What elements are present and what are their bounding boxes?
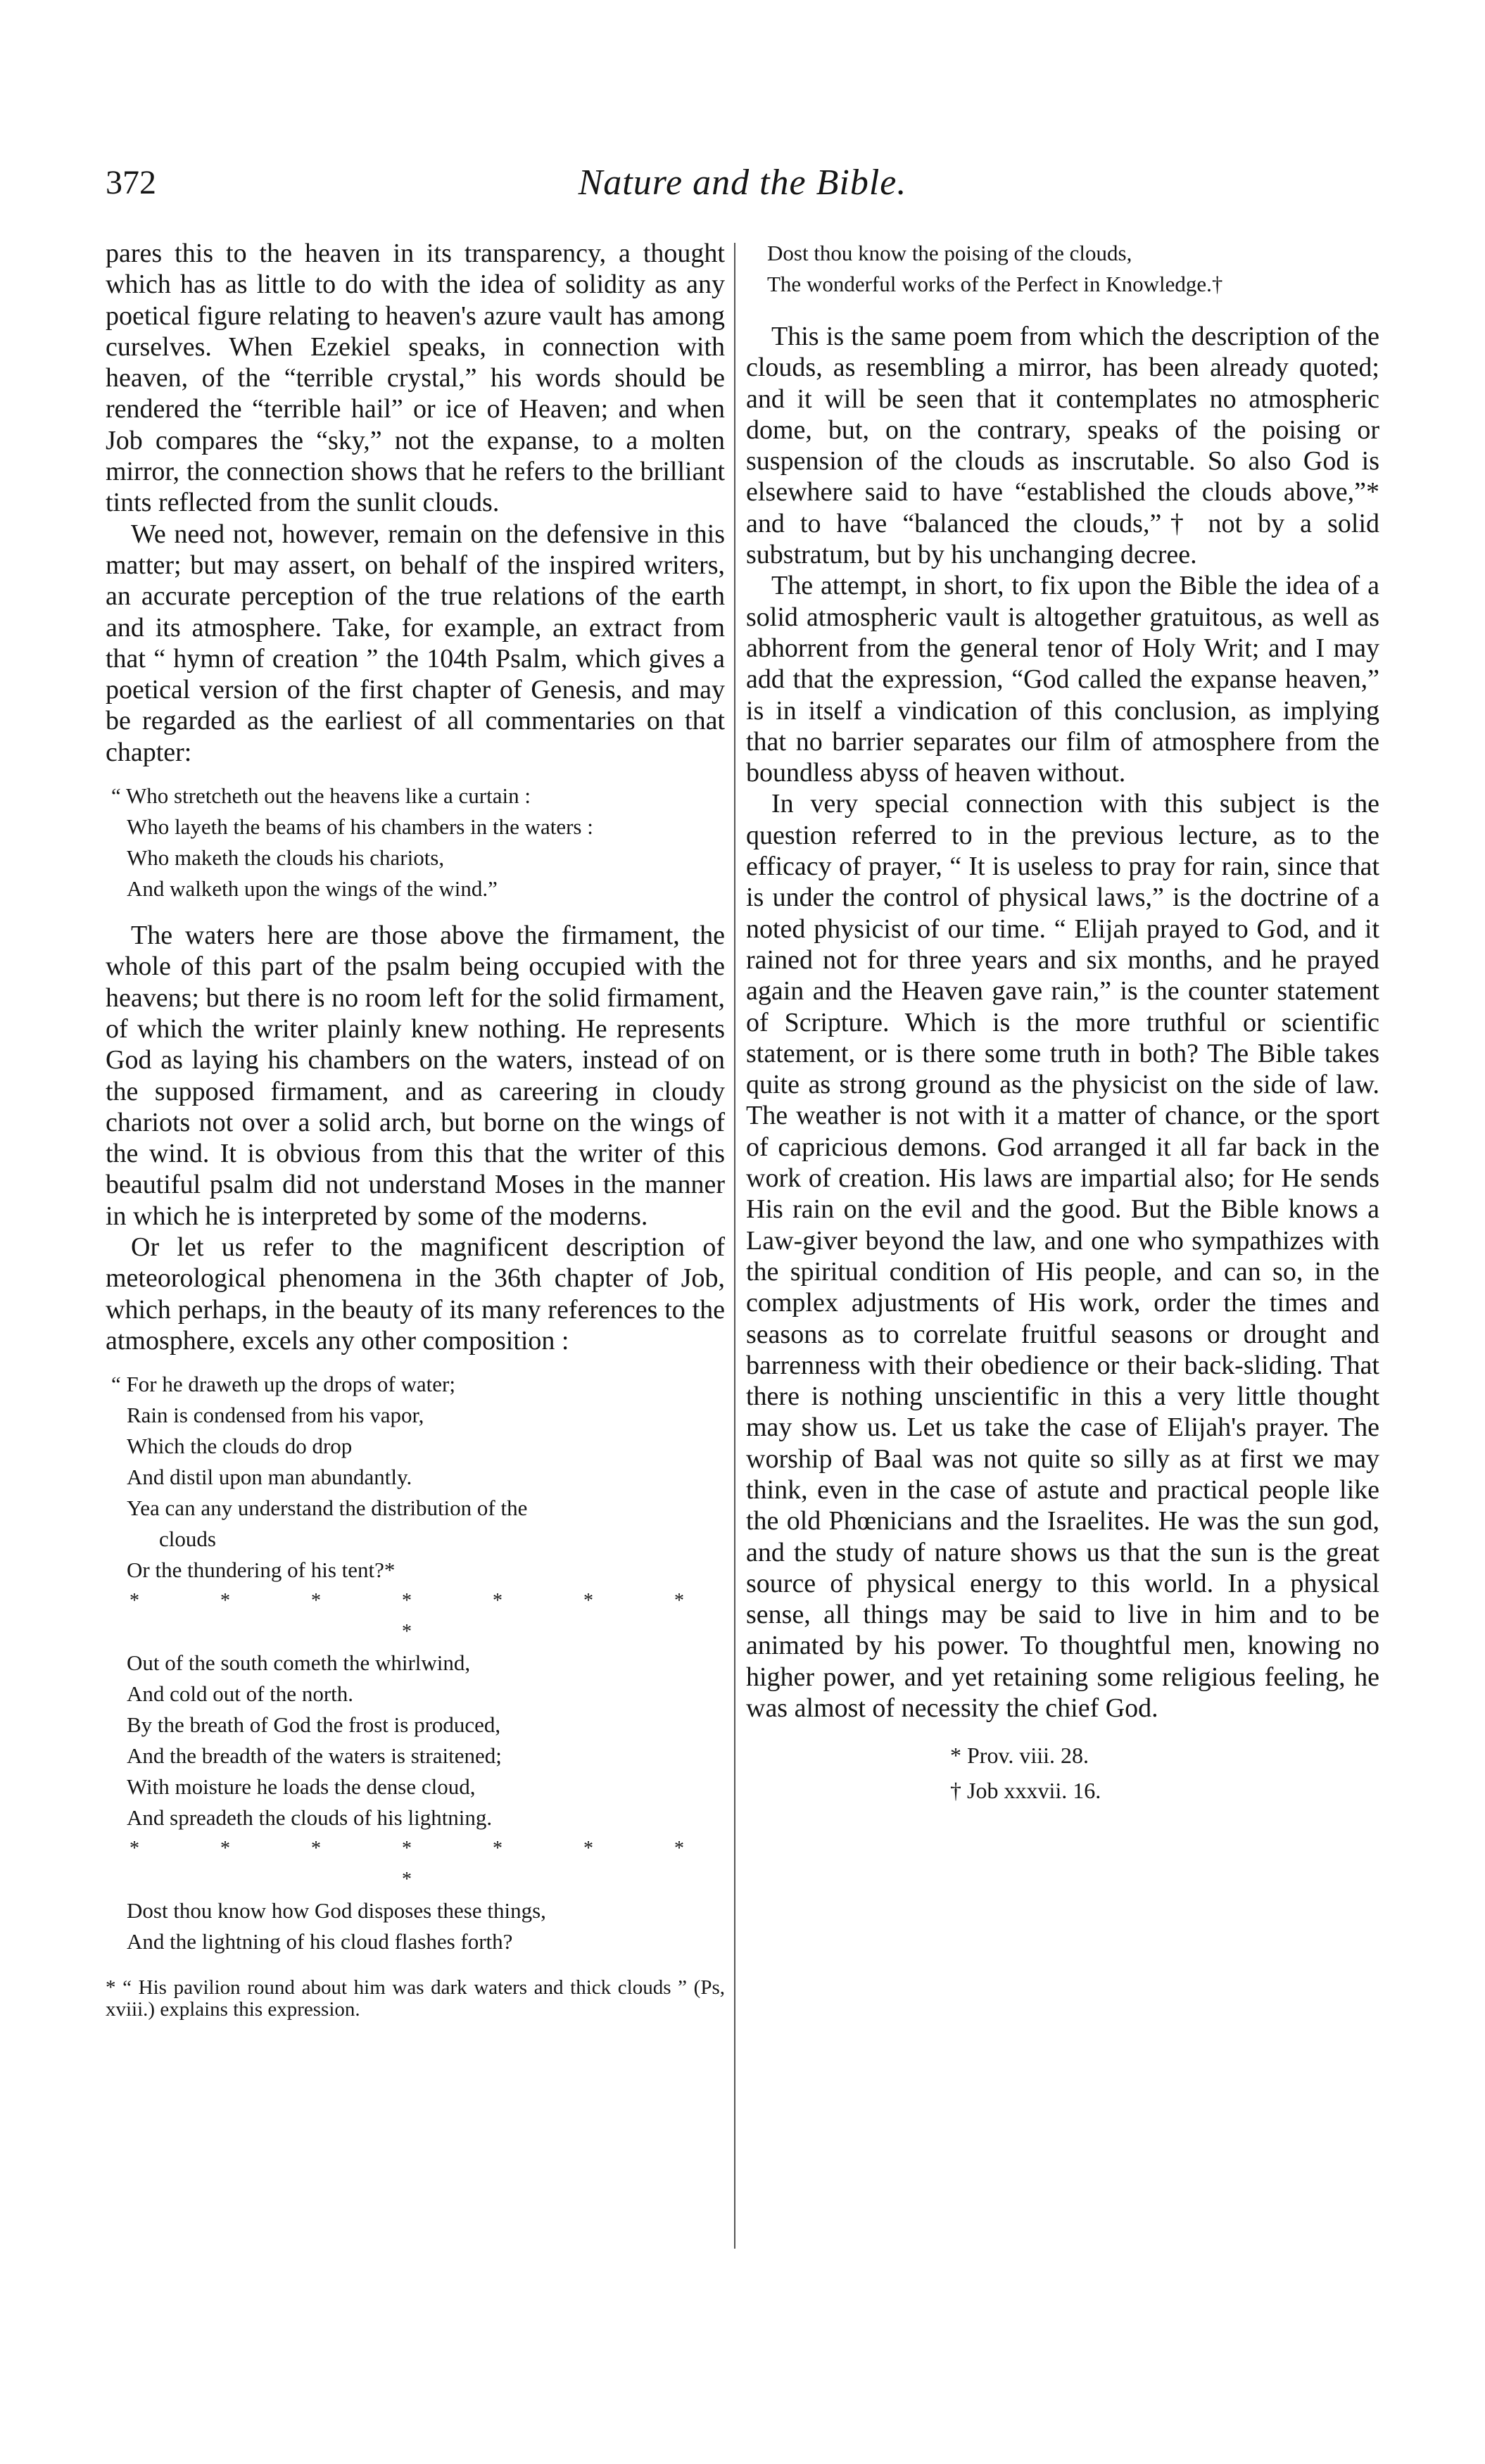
verse-line: And spreadeth the clouds of his lightning. [127,1805,493,1831]
verse-line: clouds [159,1527,216,1552]
psalm-quotation [106,781,725,904]
footnote: * “ His pavilion round about him was dark waters and thick clouds ” (Ps, xviii.) explains this expression. [106,1976,725,2021]
page-number: 372 [106,164,156,201]
verse-line: Dost thou know the poising of the clouds, [767,241,1132,265]
verse-line: Or the thundering of his tent?* [127,1558,396,1583]
left-column [106,238,725,2021]
right-column [746,238,1379,1808]
verse-line: And the breadth of the waters is straitened; [127,1743,502,1769]
paragraph: pares this to the heaven in its transparency, a thought which has as little to do with the idea of solidity as any poetical figure relating to heaven's azure vault has among curselves. When Ezekiel speaks, in connection with heaven, of the “terrible crystal,” his words should be rendered the “terrible hail” or ice of Heaven; and when Job compares the “sky,” not the expanse, to a molten mirror, the connection shows that he refers to the brilliant tints reflected from the sunlit clouds. [106,239,725,518]
verse-line: Which the clouds do drop [127,1434,353,1459]
ellipsis-stars: * * * * * * * * [129,1838,722,1891]
paragraph: This is the same poem from which the description of the clouds, as resembling a mirror, has been already quoted; and it will be seen that it contemplates no atmospheric dome, but, on the contrary, speaks of the poising or suspension of the clouds as inscrutable. So also God is elsewhere said to have “established the clouds above,”* and to have “balanced the clouds,”† not by a solid substratum, but by his unchanging decree. [746,322,1379,570]
verse-line: Yea can any understand the distribution of the [127,1496,528,1521]
footnotes [746,1738,1379,1808]
verse-line: Who maketh the clouds his chariots, [127,845,445,871]
verse-line: Rain is condensed from his vapor, [127,1403,424,1428]
verse-line: The wonderful works of the Perfect in Knowledge.† [767,272,1223,296]
verse-line: With moisture he loads the dense cloud, [127,1774,476,1800]
footnote: * Prov. viii. 28. [950,1743,1089,1769]
paragraph: The waters here are those above the firmament, the whole of this part of the psalm being occupied with the heavens; but there is no room left for the solid firmament, of which the writer plainly knew nothing. He represents God as laying his chambers on the waters, instead of on the supposed firmament, and as careering in cloudy chariots not over a solid arch, but borne on the wings of the wind. It is obvious from this that the writer of this beautiful psalm did not understand Moses in the manner in which he is interpreted by some of the moderns. [106,921,725,1231]
paragraph: Or let us refer to the magnificent description of meteorological phenomena in the 36th chapter of Job, which perhaps, in the beauty of its many references to the atmosphere, excels any other composition : [106,1232,725,1356]
running-title: Nature and the Bible. [578,163,907,203]
verse-line: “ For he draweth up the drops of water; [111,1372,455,1397]
verse-line: And distil upon man abundantly. [127,1465,412,1490]
footnote: † Job xxxvii. 16. [950,1778,1101,1804]
job-quotation-continued [767,238,1379,300]
job-quotation [106,1369,725,1957]
verse-line: “ Who stretcheth out the heavens like a curtain : [111,783,531,809]
paragraph: We need not, however, remain on the defensive in this matter; but may assert, on behalf of the inspired writers, an accurate perception of the true relations of the earth and its atmosphere. Take, for example, an extract from that “ hymn of creation ” the 104th Psalm, which gives a poetical version of the first chapter of Genesis, and may be regarded as the earliest of all commentaries on that chapter: [106,519,725,767]
page-header [106,156,1379,220]
paragraph: The attempt, in short, to fix upon the Bible the idea of a solid atmospheric vault is altogether gratuitous, as well as abhorrent from the general tenor of Holy Writ; and I may add that the expression, “God called the expanse heaven,” is in itself a vindication of this conclusion, as implying that no barrier separates our film of atmosphere from the boundless abyss of heaven without. [746,571,1379,788]
verse-line: By the breath of God the frost is produced, [127,1712,501,1738]
verse-line: And the lightning of his cloud flashes forth? [127,1929,513,1954]
column-rule [734,243,735,2249]
verse-line: And cold out of the north. [127,1681,354,1707]
verse-line: Out of the south cometh the whirlwind, [127,1650,471,1676]
paragraph: In very special connection with this subject is the question referred to in the previous lecture, as to the efficacy of prayer, “ It is useless to pray for rain, since that is under the control of physical laws,” is the doctrine of a noted physicist of our time. “ Elijah prayed to God, and it rained not for three years and six months, and he prayed again and the Heaven gave rain,” is the counter statement of Scripture. Which is the more truthful or scientific statement, or is there some truth in both? The Bible takes quite as strong ground as the physicist on the side of law. The weather is not with it a matter of chance, or the sport of capricious demons. God arranged it all far back in the work of creation. His laws are impartial also; for He sends His rain on the evil and the good. But the Bible knows a Law-giver beyond the law, and one who sympathizes with the spiritual condition of His people, and can so, in the complex adjustments of His work, order the times and seasons as to correlate fruitful seasons or drought and barrenness with their obedience or their back-sliding. That there is nothing unscientific in this a very little thought may show us. Let us take the case of Elijah's prayer. The worship of Baal was not quite so silly as at first we may think, even in the case of astute and practical people like the old Phœnicians and the Israelites. He was the sun god, and the study of nature shows us that the sun is the great source of physical energy to this world. In a physical sense, all things may be said to live in him and to be animated by his power. To thoughtful men, knowing no higher power, and yet retaining some religious feeling, he was almost of necessity the chief God. [746,789,1379,1724]
ellipsis-stars: * * * * * * * * [129,1590,722,1643]
verse-line: Who layeth the beams of his chambers in the waters : [127,814,593,840]
verse-line: Dost thou know how God disposes these things, [127,1898,546,1923]
verse-line: And walketh upon the wings of the wind.” [127,876,498,902]
